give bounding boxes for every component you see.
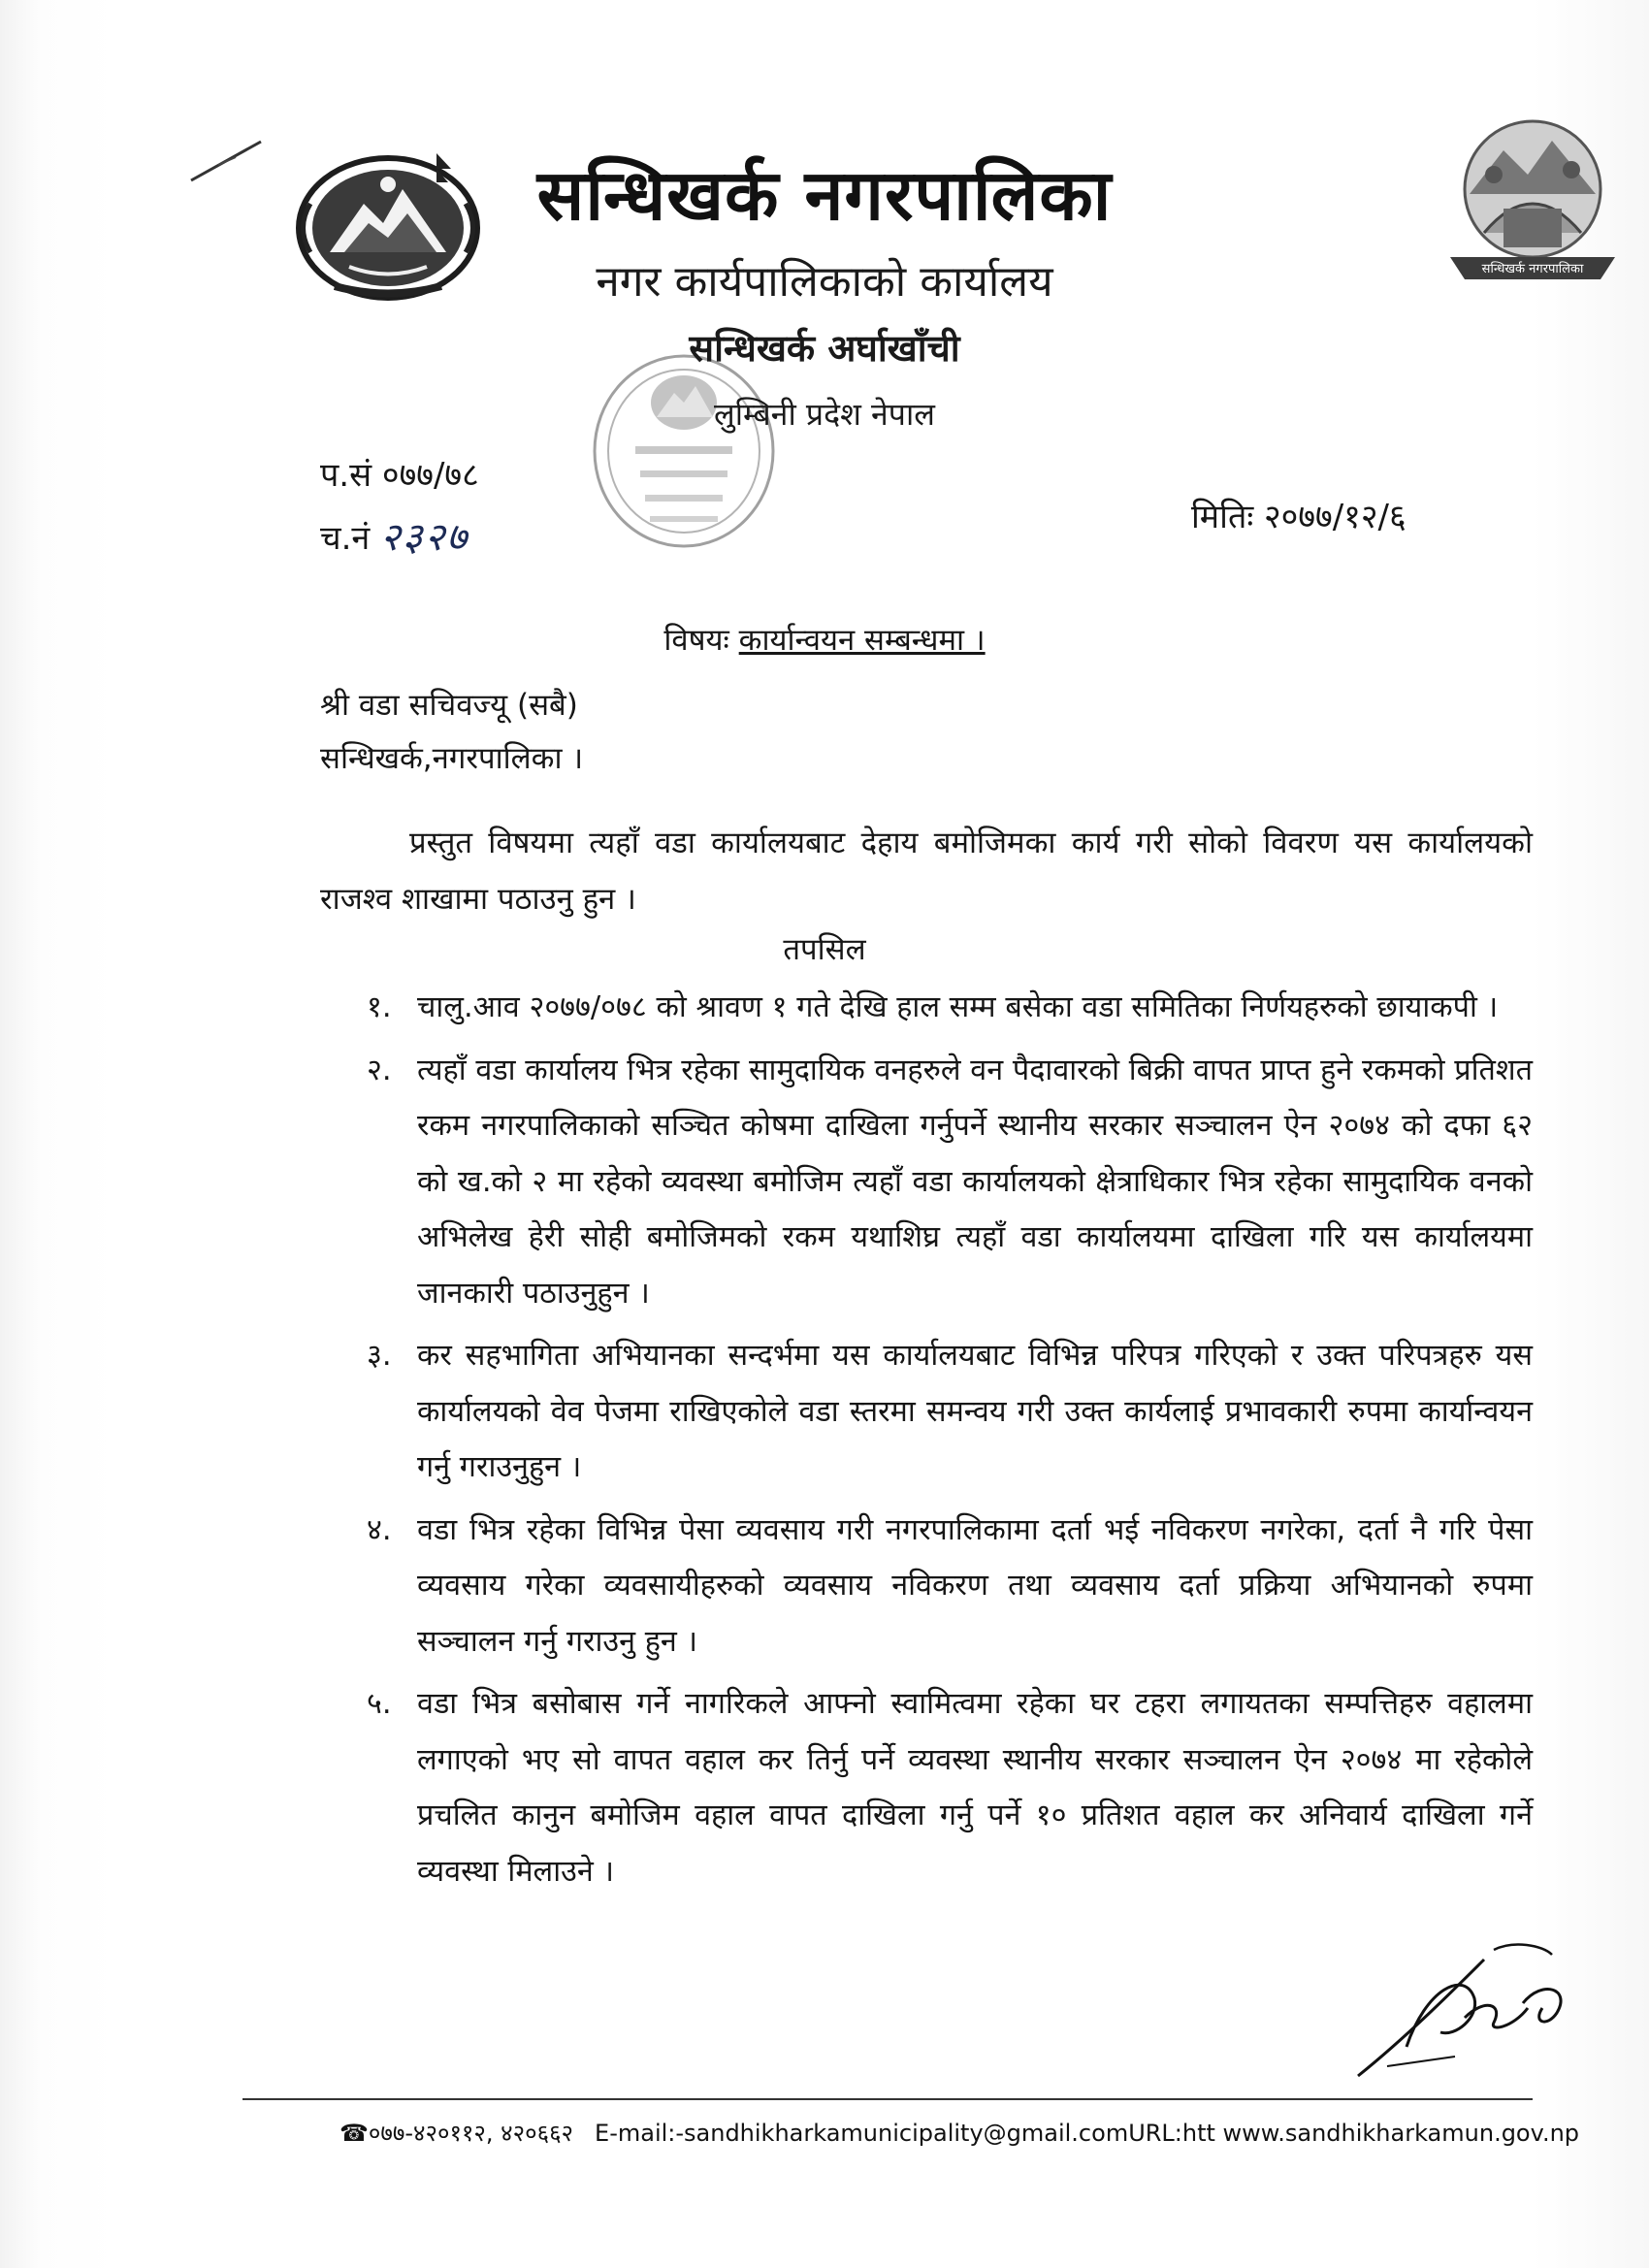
office-name: नगर कार्यपालिकाको कार्यालय <box>596 257 1053 307</box>
footer-divider <box>242 2098 1533 2100</box>
addressee-line-2: सन्धिखर्क,नगरपालिका । <box>320 741 584 776</box>
intro-paragraph: प्रस्तुत विषयमा त्यहाँ वडा कार्यालयबाट देहाय बमोजिमका कार्य गरी सोको विवरण यस कार्यालयको राजश्व शाखामा पठाउनु हुन । <box>320 826 1533 917</box>
subject-value: कार्यान्वयन सम्बन्धमा । <box>738 623 986 658</box>
list-item-number: ५. <box>367 1687 392 1721</box>
instruction-list <box>367 980 1533 1906</box>
province-name: लुम्बिनी प्रदेश नेपाल <box>714 396 935 433</box>
municipality-logo-text: सन्धिखर्क नगरपालिका <box>1481 262 1584 276</box>
list-item-text: त्यहाँ वडा कार्यालय भित्र रहेका सामुदायिक वनहरुले वन पैदावारको बिक्री वापत प्राप्त हुने रकमको प्रतिशत रकम नगरपालिकाको सञ्चित कोषमा दाखिला गर्नुपर्ने स्थानीय सरकार सञ्चालन ऐन २०७४ को दफा ६२ को ख.को २ मा रहेको व्यवस्था बमोजिम त्यहाँ वडा कार्यालयको क्षेत्राधिकार भित्र रहेका सामुदायिक वनको अभिलेख हेरी सोही बमोजिमको रकम यथाशिघ्र त्यहाँ वडा कार्यालयमा दाखिला गरि यस कार्यालयमा जानकारी पठाउनुहुन । <box>417 1053 1533 1311</box>
list-item-text: कर सहभागिता अभियानका सन्दर्भमा यस कार्यालयबाट विभिन्न परिपत्र गरिएको र उक्त परिपत्रहरु यस कार्यालयको वेव पेजमा राखिएकोले वडा स्तरमा समन्वय गरी उक्त कार्यलाई प्रभावकारी रुपमा कार्यान्वयन गर्नु गराउनुहुन । <box>417 1339 1533 1484</box>
list-item <box>367 1676 1533 1899</box>
list-item <box>367 980 1533 1036</box>
list-item <box>367 1043 1533 1322</box>
addressee-line-1: श्री वडा सचिवज्यू (सबै) <box>320 688 578 723</box>
list-item-text: वडा भित्र रहेका विभिन्न पेसा व्यवसाय गरी नगरपालिकामा दर्ता भई नविकरण नगरेका, दर्ता नै गरि पेसा व्यवसाय गरेका व्यवसायीहरुको व्यवसाय नविकरण तथा व्यवसाय दर्ता प्रक्रिया अभियानको रुपमा सञ्चालन गर्नु गराउनु हुन । <box>417 1512 1533 1659</box>
signature-icon <box>1348 1930 1581 2086</box>
list-item <box>367 1503 1533 1670</box>
list-item-text: वडा भित्र बसोबास गर्ने नागरिकले आफ्नो स्वामित्वमा रहेका घर टहरा लगायतका सम्पत्तिहरु वहालमा लगाएको भए सो वापत वहाल कर तिर्नु पर्ने व्यवस्था स्थानीय सरकार सञ्चालन ऐन २०७४ मा रहेकोले प्रचलित कानुन बमोजिम वहाल वापत दाखिला गर्नु पर्ने १० प्रतिशत वहाल कर अनिवार्य दाखिला गर्ने व्यवस्था मिलाउने । <box>417 1687 1533 1889</box>
office-location: सन्धिखर्क अर्घाखाँची <box>689 327 960 370</box>
subject-label: विषयः <box>663 623 729 658</box>
list-item <box>367 1328 1533 1496</box>
list-item-number: २. <box>367 1053 392 1087</box>
footer-phone: ०७७-४२०११२, ४२०६६२ <box>368 2120 574 2147</box>
list-item-number: १. <box>367 990 392 1024</box>
dispatch-number-value: २३२७ <box>380 515 469 560</box>
details-heading: तपसिल <box>783 932 866 967</box>
letter-date: मितिः २०७७/१२/६ <box>1191 498 1406 536</box>
subject-line <box>0 619 1649 660</box>
dispatch-number-label: च.नं <box>320 519 371 558</box>
footer-contact <box>340 2117 1579 2149</box>
footer-email-url: E-mail:-sandhikharkamunicipality@gmail.comURL:htt www.sandhikharkamun.gov.np <box>595 2120 1580 2147</box>
telephone-icon: ☎ <box>340 2120 369 2147</box>
list-item-number: ४. <box>367 1512 392 1547</box>
list-item-text: चालु.आव २०७७/०७८ को श्रावण १ गते देखि हाल सम्म बसेका वडा समितिका निर्णयहरुको छायाकपी । <box>417 990 1499 1024</box>
office-stamp-icon <box>587 349 781 553</box>
reference-number: प.सं ०७७/७८ <box>320 456 479 495</box>
list-item-number: ३. <box>367 1339 392 1373</box>
municipality-title: सन्धिखर्क नगरपालिका <box>536 154 1113 236</box>
